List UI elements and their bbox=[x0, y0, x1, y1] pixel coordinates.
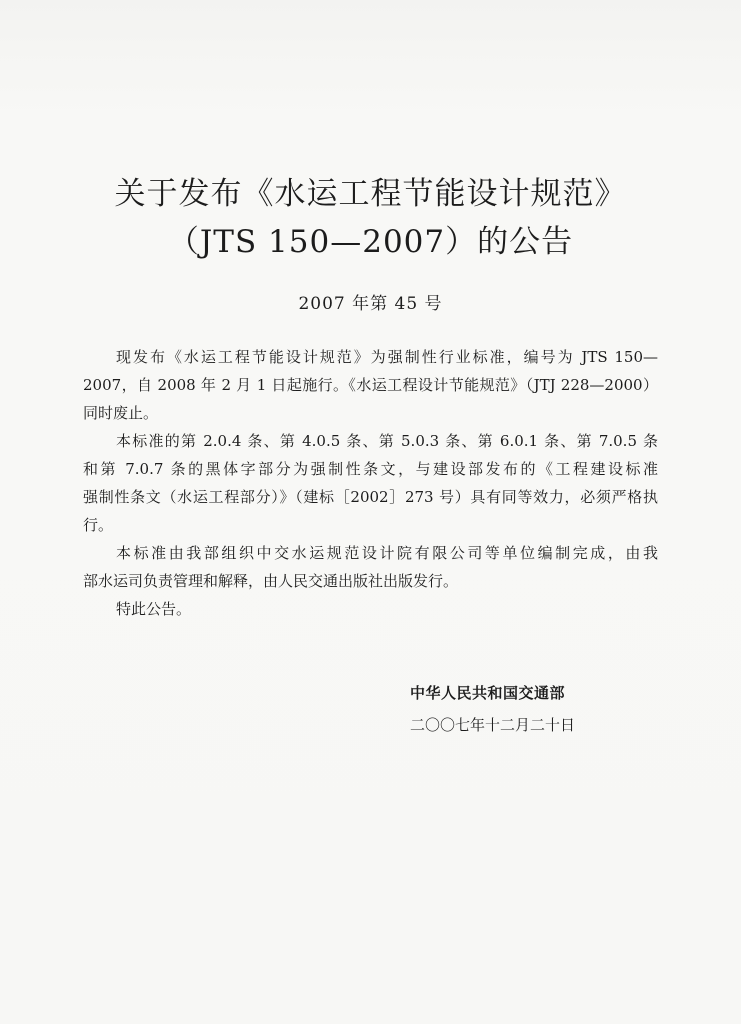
paragraph-2-line-3: 强制性条文（水运工程部分）》（建标［2002］273 号）具有同等效力，必须严格执 bbox=[83, 488, 658, 506]
paragraph-2-line-1: 本标准的第 2.0.4 条、第 4.0.5 条、第 5.0.3 条、第 6.0.1 条、第 7.0.5 条 bbox=[116, 432, 658, 450]
issue-number: 2007 年第 45 号 bbox=[298, 294, 443, 314]
title-line-1: 关于发布《水运工程节能设计规范》 bbox=[114, 176, 627, 212]
paragraph-3-line-1: 本标准由我部组织中交水运规范设计院有限公司等单位编制完成，由我 bbox=[116, 544, 658, 562]
paragraph-2-line-2: 和第 7.0.7 条的黑体字部分为强制性条文，与建设部发布的《工程建设标准 bbox=[83, 460, 658, 478]
paragraph-3-line-2: 部水运司负责管理和解释，由人民交通出版社出版发行。 bbox=[83, 572, 459, 590]
paragraph-4-line-1: 特此公告。 bbox=[116, 600, 192, 618]
title-line-2: （JTS 150—2007）的公告 bbox=[167, 224, 574, 260]
issuing-organization: 中华人民共和国交通部 bbox=[410, 684, 566, 702]
paragraph-1-line-2: 2007，自 2008 年 2 月 1 日起施行。《水运工程设计节能规范》（JTJ 228—2000） bbox=[83, 376, 658, 394]
signature-block bbox=[410, 679, 575, 739]
issue-date: 二〇〇七年十二月二十日 bbox=[410, 716, 576, 734]
announcement-title bbox=[0, 170, 741, 266]
paragraph-1-line-1: 现发布《水运工程节能设计规范》为强制性行业标准，编号为 JTS 150— bbox=[116, 348, 658, 366]
paragraph-2-line-4: 行。 bbox=[83, 516, 114, 534]
paragraph-1-line-3: 同时废止。 bbox=[83, 404, 159, 422]
announcement-body bbox=[83, 343, 658, 623]
